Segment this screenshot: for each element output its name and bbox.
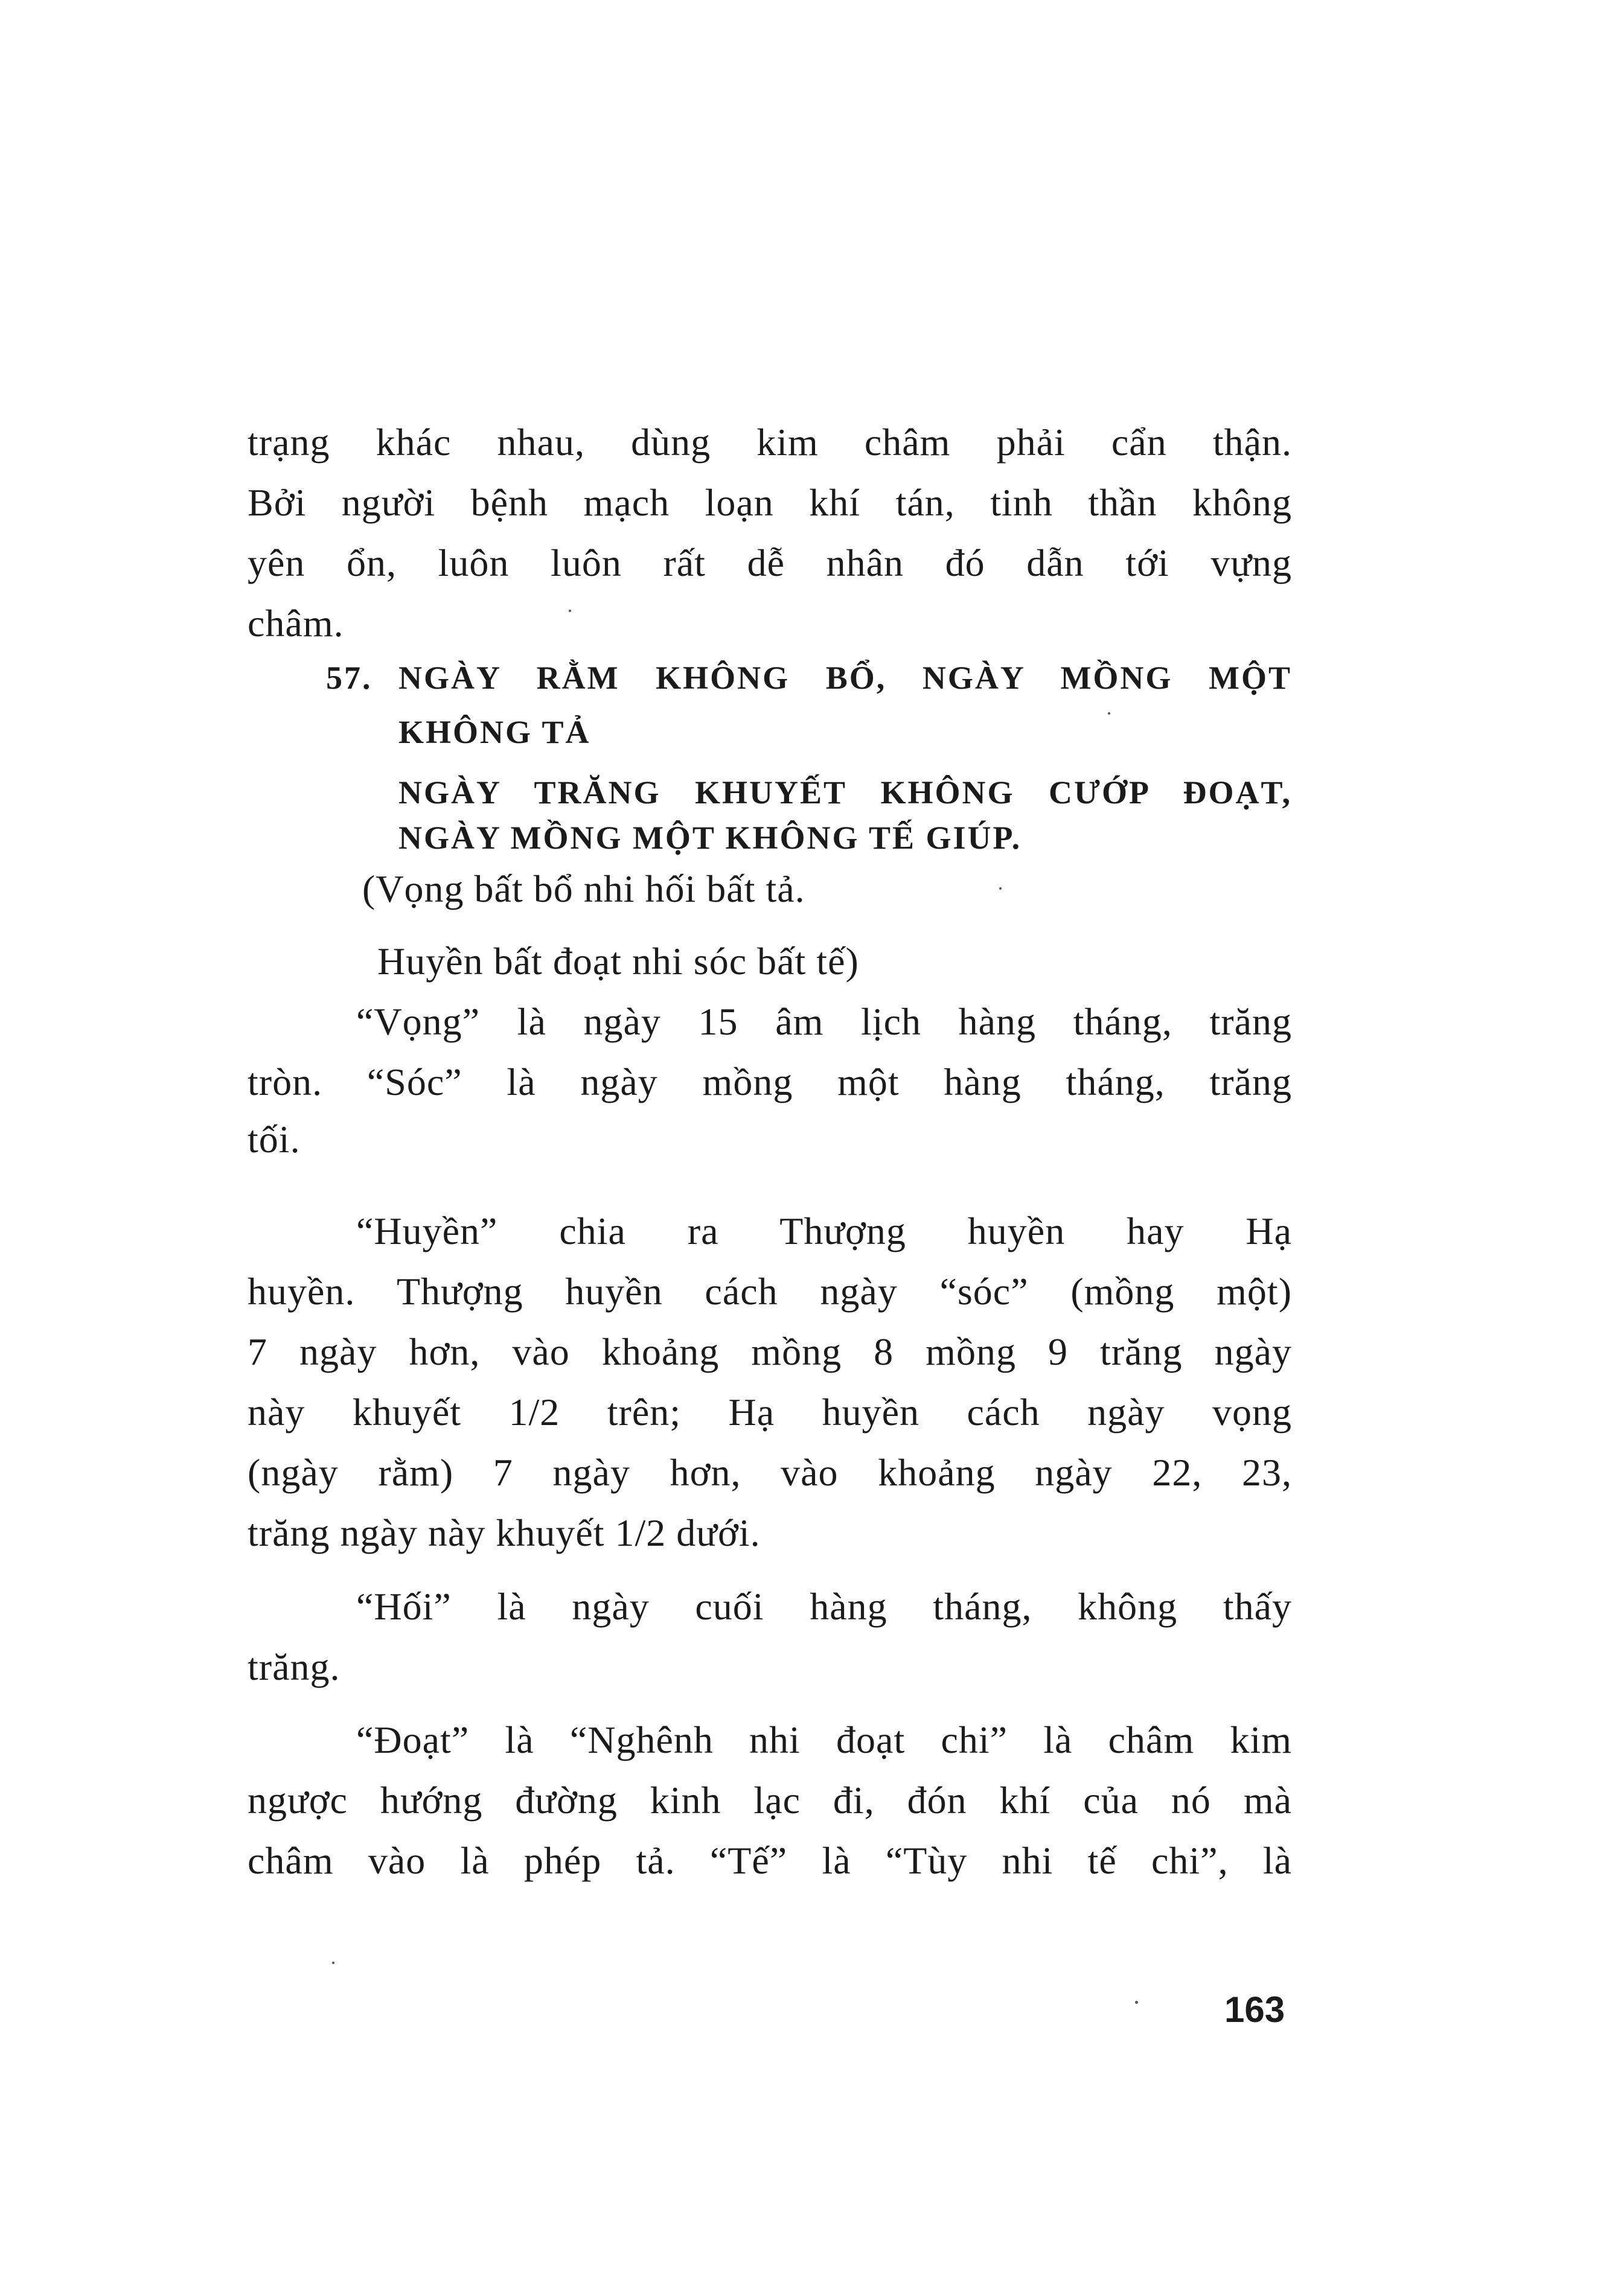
text-line: “Đoạt” là “Nghênh nhi đoạt chi” là châm kim [356,1718,1292,1761]
text-line: này khuyết 1/2 trên; Hạ huyền cách ngày vọng [248,1391,1292,1433]
text-line: “Huyền” chia ra Thượng huyền hay Hạ [356,1210,1292,1252]
scan-speck [569,610,571,612]
text-line: huyền. Thượng huyền cách ngày “sóc” (mồng một) [248,1270,1292,1313]
text-line: châm vào là phép tả. “Tế” là “Tùy nhi tế chi”, là [248,1839,1292,1882]
section-heading-line: KHÔNG TẢ [398,714,591,750]
quote-line: Huyền bất đoạt nhi sóc bất tế) [377,940,859,983]
text-line: “Vọng” là ngày 15 âm lịch hàng tháng, trăng [356,1000,1292,1043]
text-line: trăng ngày này khuyết 1/2 dưới. [248,1511,761,1554]
scan-speck [332,1962,334,1964]
page-number: 163 [1224,1989,1285,2030]
section-heading-line: NGÀY RẰM KHÔNG BỔ, NGÀY MỒNG MỘT [398,660,1292,696]
scan-speck [1135,2001,1138,2004]
text-line: trăng. [248,1645,341,1688]
text-line: yên ổn, luôn luôn rất dễ nhân đó dẫn tới vựng [248,541,1292,584]
text-line: 7 ngày hơn, vào khoảng mồng 8 mồng 9 trăng ngày [248,1330,1292,1373]
quote-line: (Vọng bất bổ nhi hối bất tả. [362,867,805,910]
scan-speck [999,887,1002,890]
text-line: trạng khác nhau, dùng kim châm phải cẩn thận. [248,421,1292,464]
text-line: tối. [248,1118,301,1161]
section-heading-line: NGÀY MỒNG MỘT KHÔNG TẾ GIÚP. [398,820,1022,856]
text-line: ngược hướng đường kinh lạc đi, đón khí của nó mà [248,1779,1292,1822]
section-number: 57. [326,660,373,696]
text-line: Bởi người bệnh mạch loạn khí tán, tinh thần không [248,481,1292,524]
text-line: châm. [248,602,344,645]
text-line: (ngày rằm) 7 ngày hơn, vào khoảng ngày 22, 23, [248,1451,1292,1494]
section-heading-line: NGÀY TRĂNG KHUYẾT KHÔNG CƯỚP ĐOẠT, [398,774,1292,811]
text-line: “Hối” là ngày cuối hàng tháng, không thấy [356,1585,1292,1628]
text-line: tròn. “Sóc” là ngày mồng một hàng tháng, trăng [248,1060,1292,1103]
scan-speck [1108,712,1110,715]
